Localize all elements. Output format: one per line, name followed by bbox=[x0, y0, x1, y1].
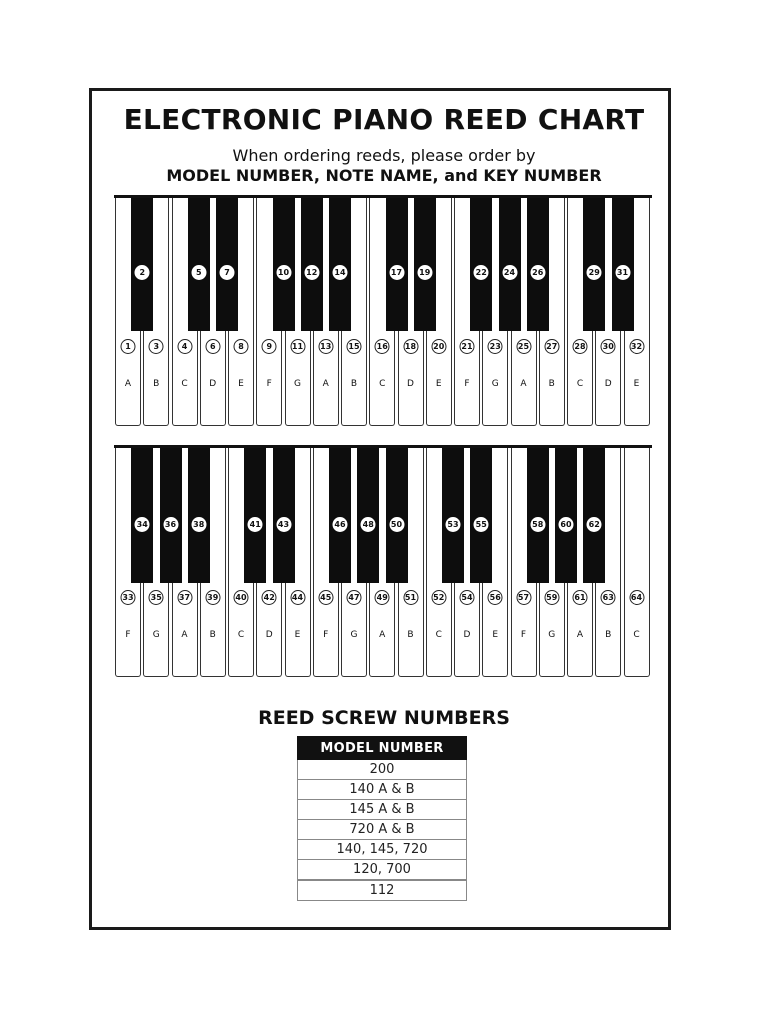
key-number: 47 bbox=[347, 590, 362, 605]
table-cell: 112 bbox=[298, 880, 467, 901]
black-key-55 bbox=[470, 445, 492, 583]
key-number: 32 bbox=[629, 339, 644, 354]
key-number: 39 bbox=[205, 590, 220, 605]
key-number: 36 bbox=[163, 517, 178, 532]
key-number: 23 bbox=[488, 339, 503, 354]
key-number: 11 bbox=[290, 339, 305, 354]
note-name: C bbox=[379, 379, 386, 389]
keyboard-upper bbox=[114, 195, 652, 426]
note-name: G bbox=[548, 630, 556, 640]
note-name: E bbox=[238, 379, 244, 389]
black-key-34 bbox=[131, 445, 153, 583]
key-number: 30 bbox=[601, 339, 616, 354]
note-name: C bbox=[237, 630, 245, 640]
black-key-62 bbox=[583, 445, 605, 583]
key-number: 34 bbox=[135, 517, 150, 532]
table-row bbox=[298, 760, 467, 780]
black-key-24 bbox=[499, 195, 521, 331]
black-key-14 bbox=[329, 195, 351, 331]
key-number: 33 bbox=[121, 590, 136, 605]
black-key-48 bbox=[357, 445, 379, 583]
note-name: G bbox=[350, 630, 358, 640]
key-number: 9 bbox=[262, 339, 277, 354]
key-number: 15 bbox=[347, 339, 362, 354]
key-number: 46 bbox=[333, 517, 348, 532]
black-key-50 bbox=[386, 445, 408, 583]
key-number: 16 bbox=[375, 339, 390, 354]
key-number: 27 bbox=[544, 339, 559, 354]
black-key-43 bbox=[273, 445, 295, 583]
note-name: D bbox=[407, 379, 414, 389]
table-row bbox=[298, 880, 467, 901]
table-cell: 200 bbox=[298, 760, 467, 780]
table-header-row bbox=[298, 737, 467, 760]
key-number: 60 bbox=[559, 517, 574, 532]
note-name: B bbox=[548, 379, 555, 389]
key-number: 55 bbox=[474, 517, 489, 532]
note-name: E bbox=[633, 379, 640, 389]
note-name: F bbox=[323, 630, 329, 640]
note-name: A bbox=[181, 630, 188, 640]
key-number: 58 bbox=[530, 517, 545, 532]
black-key-7 bbox=[216, 195, 238, 331]
key-number: 62 bbox=[587, 517, 602, 532]
model-number-table bbox=[297, 736, 467, 901]
key-number: 31 bbox=[615, 265, 630, 280]
note-name: D bbox=[604, 379, 612, 389]
table-row bbox=[298, 800, 467, 820]
note-name: F bbox=[125, 630, 131, 640]
note-name: B bbox=[350, 379, 358, 389]
key-number: 25 bbox=[516, 339, 531, 354]
note-name: B bbox=[605, 630, 612, 640]
note-name: A bbox=[124, 379, 132, 389]
subtitle-line-1: When ordering reeds, please order by bbox=[232, 146, 536, 165]
key-number: 57 bbox=[516, 590, 531, 605]
key-number: 40 bbox=[234, 590, 249, 605]
key-number: 12 bbox=[304, 265, 319, 280]
key-number: 24 bbox=[502, 265, 517, 280]
note-name: A bbox=[322, 379, 329, 389]
key-number: 43 bbox=[276, 517, 291, 532]
key-number: 17 bbox=[389, 265, 404, 280]
note-name: B bbox=[407, 630, 414, 640]
black-key-38 bbox=[188, 445, 210, 583]
key-number: 29 bbox=[587, 265, 602, 280]
note-name: B bbox=[153, 379, 160, 389]
black-key-19 bbox=[414, 195, 436, 331]
note-name: A bbox=[520, 379, 527, 389]
note-name: D bbox=[463, 630, 471, 640]
keyboard-lower bbox=[114, 445, 652, 677]
key-number: 52 bbox=[431, 590, 446, 605]
key-number: 5 bbox=[191, 265, 206, 280]
key-number: 18 bbox=[403, 339, 418, 354]
table-header: MODEL NUMBER bbox=[298, 737, 467, 760]
black-key-58 bbox=[527, 445, 549, 583]
key-number: 3 bbox=[149, 339, 164, 354]
key-number: 45 bbox=[318, 590, 333, 605]
key-number: 13 bbox=[318, 339, 333, 354]
key-number: 50 bbox=[389, 517, 404, 532]
key-number: 2 bbox=[135, 265, 150, 280]
key-number: 64 bbox=[629, 590, 644, 605]
key-number: 59 bbox=[544, 590, 559, 605]
note-name: E bbox=[492, 630, 499, 640]
note-name: E bbox=[294, 630, 301, 640]
table-row bbox=[298, 820, 467, 840]
key-number: 38 bbox=[191, 517, 206, 532]
key-number: 8 bbox=[234, 339, 249, 354]
table-row bbox=[298, 840, 467, 860]
key-number: 7 bbox=[220, 265, 235, 280]
key-number: 28 bbox=[573, 339, 588, 354]
table-cell: 140, 145, 720 bbox=[298, 840, 467, 860]
black-key-10 bbox=[273, 195, 295, 331]
key-number: 14 bbox=[333, 265, 348, 280]
keyboard-top-bar bbox=[114, 195, 652, 198]
white-key-64 bbox=[624, 445, 650, 677]
black-key-5 bbox=[188, 195, 210, 331]
key-number: 49 bbox=[375, 590, 390, 605]
key-number: 21 bbox=[460, 339, 475, 354]
black-key-60 bbox=[555, 445, 577, 583]
note-name: E bbox=[435, 379, 442, 389]
note-name: C bbox=[633, 630, 640, 640]
key-number: 42 bbox=[262, 590, 277, 605]
black-key-12 bbox=[301, 195, 323, 331]
black-key-29 bbox=[583, 195, 605, 331]
note-name: C bbox=[435, 630, 442, 640]
table-cell: 120, 700 bbox=[298, 860, 467, 881]
note-name: F bbox=[266, 379, 272, 389]
note-name: F bbox=[464, 379, 470, 389]
key-number: 35 bbox=[149, 590, 164, 605]
black-key-46 bbox=[329, 445, 351, 583]
note-name: C bbox=[181, 379, 188, 389]
table-row bbox=[298, 860, 467, 881]
key-number: 41 bbox=[248, 517, 263, 532]
key-number: 26 bbox=[530, 265, 545, 280]
key-number: 6 bbox=[205, 339, 220, 354]
note-name: A bbox=[379, 630, 386, 640]
key-number: 4 bbox=[177, 339, 192, 354]
black-key-26 bbox=[527, 195, 549, 331]
note-name: B bbox=[209, 630, 216, 640]
key-number: 37 bbox=[177, 590, 192, 605]
black-key-41 bbox=[244, 445, 266, 583]
key-number: 22 bbox=[474, 265, 489, 280]
key-number: 61 bbox=[573, 590, 588, 605]
page-title: ELECTRONIC PIANO REED CHART bbox=[123, 103, 645, 136]
table-cell: 145 A & B bbox=[298, 800, 467, 820]
black-key-2 bbox=[131, 195, 153, 331]
note-name: G bbox=[294, 379, 301, 389]
black-key-17 bbox=[386, 195, 408, 331]
key-number: 10 bbox=[276, 265, 291, 280]
note-name: C bbox=[576, 379, 584, 389]
black-key-31 bbox=[612, 195, 634, 331]
key-number: 20 bbox=[431, 339, 446, 354]
key-number: 56 bbox=[488, 590, 503, 605]
black-key-36 bbox=[160, 445, 182, 583]
black-key-22 bbox=[470, 195, 492, 331]
table-cell: 720 A & B bbox=[298, 820, 467, 840]
table-row bbox=[298, 780, 467, 800]
key-number: 53 bbox=[446, 517, 461, 532]
key-number: 63 bbox=[601, 590, 616, 605]
keyboard-top-bar bbox=[114, 445, 652, 448]
note-name: A bbox=[576, 630, 584, 640]
key-number: 1 bbox=[121, 339, 136, 354]
key-number: 51 bbox=[403, 590, 418, 605]
table-cell: 140 A & B bbox=[298, 780, 467, 800]
key-number: 19 bbox=[417, 265, 432, 280]
subtitle-line-2: MODEL NUMBER, NOTE NAME, and KEY NUMBER bbox=[166, 166, 602, 185]
note-name: G bbox=[152, 630, 160, 640]
note-name: F bbox=[520, 630, 527, 640]
key-number: 48 bbox=[361, 517, 376, 532]
reed-screw-heading: REED SCREW NUMBERS bbox=[258, 707, 510, 729]
key-number: 54 bbox=[460, 590, 475, 605]
note-name: G bbox=[491, 379, 499, 389]
note-name: D bbox=[209, 379, 217, 389]
key-number: 44 bbox=[290, 590, 305, 605]
note-name: D bbox=[265, 630, 273, 640]
black-key-53 bbox=[442, 445, 464, 583]
